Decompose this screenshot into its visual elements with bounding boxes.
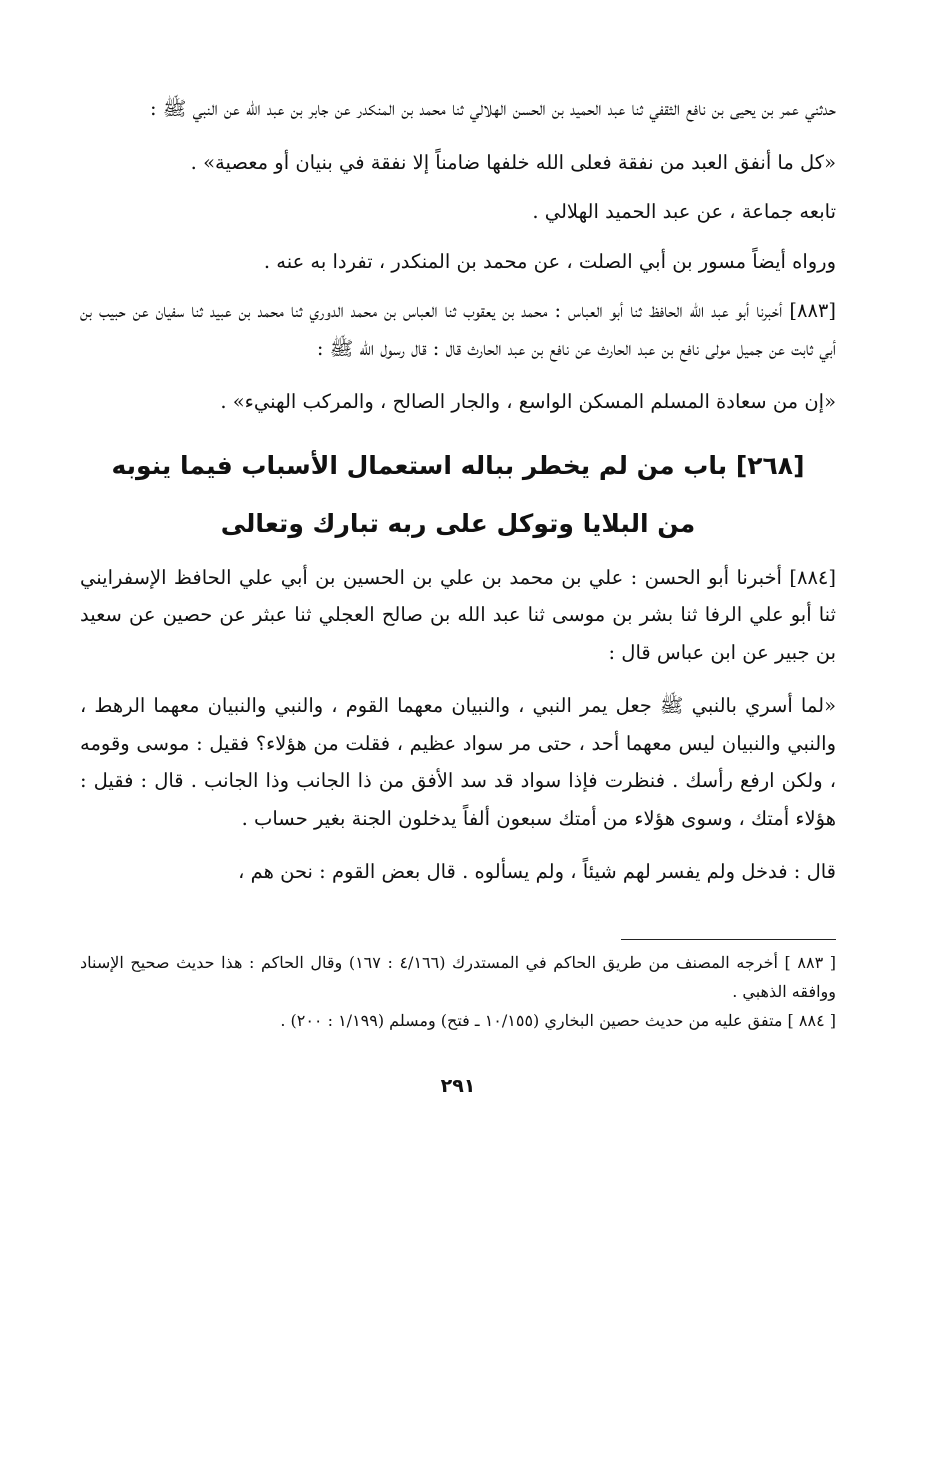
isnad-paragraph-884: [٨٨٤] أخبرنا أبو الحسن : علي بن محمد بن علي بن الحسين بن أبي علي الحافظ الإسفرايني ثنا أبو علي الرفا ثنا بشر بن موسى ثنا عبد الله بن صالح العجلي ثنا عبثر عن حصين عن سعيد بن جبير عن ابن عباس قال : xyxy=(80,565,836,664)
continuation-paragraph: قال : فدخل ولم يفسر لهم شيئاً ، ولم يسألوه . قال بعض القوم : نحن هم ، xyxy=(238,860,836,883)
footnote-884: [ ٨٨٤ ] متفق عليه من حديث حصين البخاري (١٠/١٥٥ ـ فتح) ومسلم (١/١٩٩ : ٢٠٠) . xyxy=(280,1010,836,1030)
commentary-line: تابعه جماعة ، عن عبد الحميد الهلالي . xyxy=(532,200,836,223)
hadith-text-883: «إن من سعادة المسلم المسكن الواسع ، والجار الصالح ، والمركب الهنيء» . xyxy=(220,390,836,413)
page-number: ٢٩١ xyxy=(440,1074,476,1097)
isnad-paragraph: حدثني عمر بن يحيى بن نافع الثقفي ثنا عبد الحميد بن الحسن الهلالي ثنا محمد بن المنكدر عن جابر بن عبد الله عن النبي ﷺ : xyxy=(150,97,836,120)
isnad-paragraph-883: [٨٨٣] أخبرنا أبو عبد الله الحافظ ثنا أبو العباس : محمد بن يعقوب ثنا العباس بن محمد الدوري ثنا محمد بن عبيد ثنا سفيان عن حبيب بن أبي ثابت عن جميل مولى نافع بن عبد الحارث عن نافع بن عبد الحارث قال : قال رسول الله ﷺ : xyxy=(80,299,836,360)
commentary-line: ورواه أيضاً مسور بن أبي الصلت ، عن محمد بن المنكدر ، تفردا به عنه . xyxy=(263,249,836,273)
footnote-883: [ ٨٨٣ ] أخرجه المصنف من طريق الحاكم في المستدرك (٤/١٦٦ : ١٦٧) وقال الحاكم : هذا حديث صحيح الإسناد ووافقه الذهبي . xyxy=(80,952,837,1001)
chapter-heading xyxy=(80,437,836,553)
chapter-heading-line-1: [٢٦٨] باب من لم يخطر بباله استعمال الأسباب فيما ينوبه xyxy=(111,450,805,480)
chapter-heading-line-2: من البلايا وتوكل على ربه تبارك وتعالى xyxy=(220,508,696,538)
hadith-text-884: «لما أسري بالنبي ﷺ جعل يمر النبي ، والنبيان معهما القوم ، والنبي والنبيان معهما الرهط ، والنبي والنبيان ليس معهما أحد ، حتى مر سواد عظيم ، فقلت من هؤلاء؟ فقيل : موسى وقومه ، ولكن ارفع رأسك . فنظرت فإذا سواد قد سد الأفق من ذا الجانب وذا الجانب . قال : فقيل : هؤلاء أمتك ، وسوى هؤلاء من أمتك سبعون ألفاً يدخلون الجنة بغير حساب . xyxy=(80,694,836,830)
hadith-text: «كل ما أنفق العبد من نفقة فعلى الله خلفها ضامناً إلا نفقة في بنيان أو معصية» . xyxy=(190,150,836,174)
footnote-divider xyxy=(621,939,836,940)
